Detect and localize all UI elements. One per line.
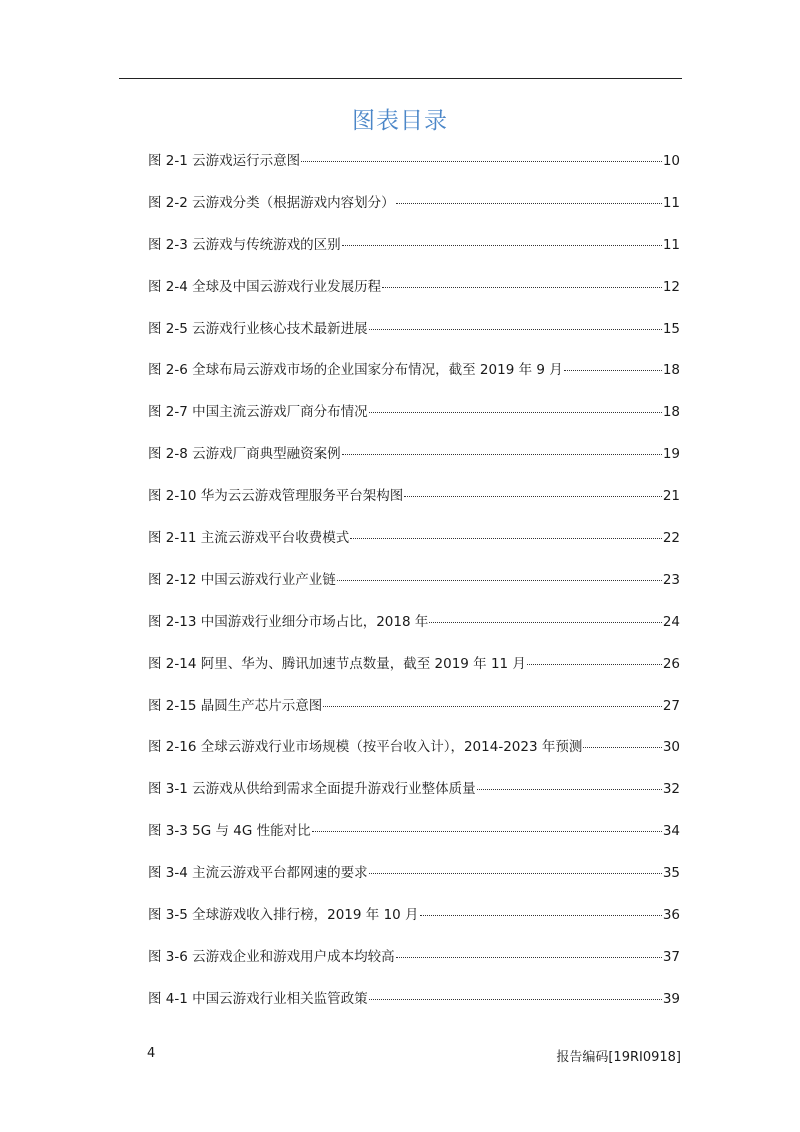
toc-entry[interactable] (148, 734, 680, 776)
toc-entry-label: 图 2-16 全球云游戏行业市场规模（按平台收入计），2014-2023 年预测 (148, 739, 583, 756)
header-rule (119, 78, 682, 79)
toc-entry-label: 图 2-11 主流云游戏平台收费模式 (148, 530, 350, 547)
toc-entry-label: 图 3-3 5G 与 4G 性能对比 (148, 823, 311, 840)
dot-leader (583, 747, 661, 748)
toc-entry-page: 39 (662, 990, 680, 1007)
dot-leader (312, 831, 662, 832)
toc-entry[interactable] (148, 651, 680, 693)
toc-entry[interactable] (148, 316, 680, 358)
toc-entry-label: 图 2-7 中国主流云游戏厂商分布情况 (148, 404, 368, 421)
toc-entry[interactable] (148, 274, 680, 316)
dot-leader (369, 329, 662, 330)
dot-leader (369, 412, 662, 413)
dot-leader (382, 287, 662, 288)
toc-entry-label: 图 3-5 全球游戏收入排行榜，2019 年 10 月 (148, 907, 419, 924)
toc-entry-page: 11 (662, 236, 680, 253)
toc-entry-label: 图 2-3 云游戏与传统游戏的区别 (148, 236, 341, 253)
toc-entry-page: 11 (662, 194, 680, 211)
toc-entry[interactable] (148, 986, 680, 1028)
toc-entry-page: 24 (662, 613, 680, 630)
toc-entry-label: 图 2-5 云游戏行业核心技术最新进展 (148, 320, 368, 337)
toc-entry-label: 图 2-15 晶圆生产芯片示意图 (148, 697, 323, 714)
dot-leader (342, 245, 662, 246)
toc-entry[interactable] (148, 944, 680, 986)
toc-entry-page: 12 (662, 278, 680, 295)
dot-leader (429, 622, 661, 623)
toc-entry[interactable] (148, 441, 680, 483)
toc-entry-page: 18 (662, 362, 680, 379)
dot-leader (404, 496, 662, 497)
dot-leader (369, 873, 662, 874)
toc-entry-page: 10 (662, 153, 680, 169)
toc-entry-label: 图 2-12 中国云游戏行业产业链 (148, 571, 336, 588)
dot-leader (301, 161, 662, 162)
toc-entry[interactable] (148, 357, 680, 399)
toc-entry-page: 18 (662, 404, 680, 421)
toc-entry[interactable] (148, 609, 680, 651)
toc-entry-page: 32 (662, 781, 680, 798)
page-number: 4 (147, 1046, 156, 1061)
toc-entry-page: 37 (662, 948, 680, 965)
toc-entry-page: 36 (662, 907, 680, 924)
toc-entry-label: 图 3-4 主流云游戏平台都网速的要求 (148, 865, 368, 882)
dot-leader (342, 454, 662, 455)
dot-leader (564, 370, 662, 371)
report-code: 报告编码[19RI0918] (556, 1050, 681, 1065)
toc-entry[interactable] (148, 148, 680, 190)
toc-entry-page: 21 (662, 488, 680, 505)
toc-entry[interactable] (148, 525, 680, 567)
dot-leader (396, 957, 662, 958)
toc-entry-page: 22 (662, 530, 680, 547)
toc-entry-page: 35 (662, 865, 680, 882)
toc-entry[interactable] (148, 818, 680, 860)
toc-entry[interactable] (148, 483, 680, 525)
toc-entry-label: 图 4-1 中国云游戏行业相关监管政策 (148, 990, 368, 1007)
dot-leader (323, 706, 662, 707)
toc-entry-page: 23 (662, 571, 680, 588)
toc-entry[interactable] (148, 693, 680, 735)
dot-leader (420, 915, 662, 916)
dot-leader (337, 580, 662, 581)
toc-entry-label: 图 2-4 全球及中国云游戏行业发展历程 (148, 278, 382, 295)
toc-entry-page: 19 (662, 446, 680, 463)
toc-entry-page: 27 (662, 697, 680, 714)
toc-entry-label: 图 2-13 中国游戏行业细分市场占比，2018 年 (148, 613, 429, 630)
toc-entry[interactable] (148, 399, 680, 441)
toc-entry-label: 图 2-6 全球布局云游戏市场的企业国家分布情况，截至 2019 年 9 月 (148, 362, 563, 379)
toc-entry-label: 图 3-1 云游戏从供给到需求全面提升游戏行业整体质量 (148, 781, 476, 798)
dot-leader (477, 789, 662, 790)
toc-entry[interactable] (148, 860, 680, 902)
dot-leader (527, 664, 662, 665)
toc-entry-label: 图 2-1 云游戏运行示意图 (148, 153, 301, 169)
toc-entry-label: 图 3-6 云游戏企业和游戏用户成本均较高 (148, 948, 395, 965)
page-title: 图表目录 (352, 108, 448, 134)
dot-leader (369, 999, 662, 1000)
toc-entry[interactable] (148, 902, 680, 944)
toc-entry-label: 图 2-14 阿里、华为、腾讯加速节点数量，截至 2019 年 11 月 (148, 655, 526, 672)
toc-entry[interactable] (148, 190, 680, 232)
toc-list (148, 148, 680, 1028)
dot-leader (396, 203, 662, 204)
toc-entry[interactable] (148, 567, 680, 609)
toc-entry-label: 图 2-8 云游戏厂商典型融资案例 (148, 446, 341, 463)
toc-entry[interactable] (148, 776, 680, 818)
toc-entry-page: 15 (662, 320, 680, 337)
toc-entry-label: 图 2-2 云游戏分类（根据游戏内容划分） (148, 194, 395, 211)
toc-entry-page: 26 (662, 655, 680, 672)
toc-entry-page: 34 (662, 823, 680, 840)
toc-entry-page: 30 (662, 739, 680, 756)
dot-leader (350, 538, 662, 539)
toc-entry[interactable] (148, 232, 680, 274)
toc-entry-label: 图 2-10 华为云云游戏管理服务平台架构图 (148, 488, 404, 505)
